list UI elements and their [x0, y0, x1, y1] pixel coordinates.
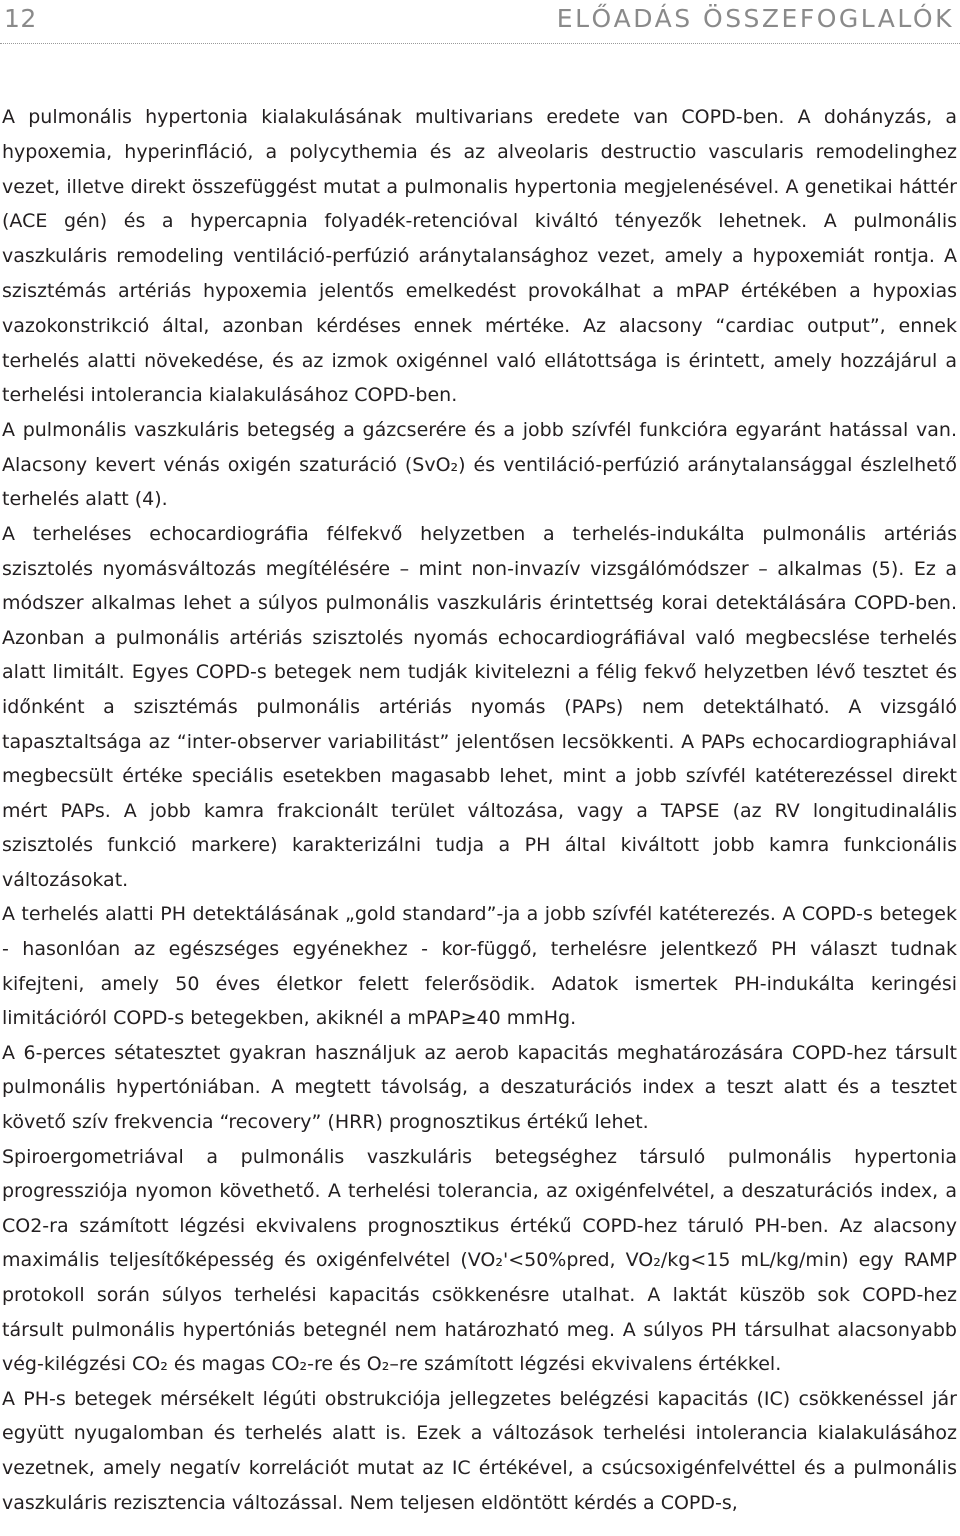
paragraph-catheterization: A terhelés alatti PH detektálásának „gold standard”-ja a jobb szívfél katéterezés. A COPD-s betegek - hasonlóan az egészséges egyénekhez - kor-függő, terhelésre jelentkező PH választ tudnak kifejteni, amely 50 éves életkor felett felerősödik. Adatok ismertek PH-indukálta keringési limitációról COPD-s betegekben, akiknél a mPAP≥40 mmHg.	[2, 903, 957, 1030]
paragraph-inspiratory-capacity: A PH-s betegek mérsékelt légúti obstrukciója jellegzetes belégzési kapacitás (IC) csökkenéssel jár együtt nyugalomban és terhelés alatt is. Ezek a változások terhelési intolerancia kialakulásához vezetnek, amely negatív korrelációt mutat az IC értékével, a csúcsoxigénfelvéttel és a pulmonális vaszkuláris rezisztencia változással. Nem teljesen eldöntött kérdés a COPD-s,	[2, 1387, 957, 1514]
paragraph-spiroergometry: Spiroergometriával a pulmonális vaszkuláris betegséghez társuló pulmonális hypertonia progressziója nyomon követhető. A terhelési tolerancia, az oxigénfelvétel, a deszaturációs index, a CO2-ra számított légzési ekvivalens prognosztikus értékű COPD-hez táruló PH-ben. Az alacsony maximális teljesítőképesség és oxigénfelvétel (VO₂'<50%pred, VO₂/kg<15 mL/kg/min) egy RAMP protokoll során súlyos terhelési kapacitás csökkenésre utalhat. A laktát küszöb sok COPD-hez társult pulmonális hypertóniás betegnél nem határozható meg. A súlyos PH társulhat alacsonyabb vég-kilégzési CO₂ és magas CO₂-re és O₂–re számított légzési ekvivalens értékkel.	[2, 1145, 957, 1376]
paragraph-echocardiography: A terheléses echocardiográfia félfekvő helyzetben a terhelés-indukálta pulmonális artériás szisztolés nyomásváltozás megítélésére – mint non-invazív vizsgálómódszer – alkalmas (5). Ez a módszer alkalmas lehet a súlyos pulmonális vaszkuláris érintettség korai detektálására COPD-ben. Azonban a pulmonális artériás szisztolés nyomás echocardiográfiával való megbecslése terhelés alatt limitált. Egyes COPD-s betegek nem tudják kivitelezni a félig fekvő helyzetben lévő tesztet és időnként a szisztémás pulmonális artériás nyomás (PAPs) nem detektálható. A vizsgáló tapasztaltsága az “inter-observer variabilitást” jelentősen lecsökkenti. A PAPs echocardiographiával megbecsült értéke speciális esetekben magasabb lehet, mint a jobb szívfél katéterezéssel direkt mért PAPs. A jobb kamra frakcionált terület változása, vagy a TAPSE (az RV longitudinalális szisztolés funkció markere) karakterizálni tudja a PH által kiváltott jobb kamra funkcionális változásokat.	[2, 522, 957, 891]
section-title: ELŐADÁS ÖSSZEFOGLALÓK	[556, 4, 954, 33]
paragraph-gas-exchange: A pulmonális vaszkuláris betegség a gázcserére és a jobb szívfél funkcióra egyaránt hatással van. Alacsony kevert vénás oxigén szaturáció (SvO₂) és ventiláció-perfúzió aránytalansággal észlelhető terhelés alatt (4).	[2, 419, 957, 511]
article-body	[2, 100, 957, 1520]
header-divider	[0, 43, 960, 44]
page-number: 12	[4, 4, 37, 33]
page-header	[0, 0, 960, 44]
paragraph-walk-test: A 6-perces sétatesztet gyakran használjuk az aerob kapacitás meghatározására COPD-hez társult pulmonális hypertóniában. A megtett távolság, a deszaturációs index a teszt alatt és a tesztet követő szív frekvencia “recovery” (HRR) prognosztikus értékű lehet.	[2, 1041, 957, 1134]
paragraph-pathogenesis: A pulmonális hypertonia kialakulásának multivarians eredete van COPD-ben. A dohányzás, a hypoxemia, hyperinfláció, a polycythemia és az alveolaris destructio vascularis remodelinghez vezet, illetve direkt összefüggést mutat a pulmonalis hypertonia megjelenésével. A genetikai háttér (ACE gén) és a hypercapnia folyadék-retencióval kiváltó tényezők lehetnek. A pulmonális vaszkuláris remodeling ventiláció-perfúzió aránytalansághoz vezet, amely a hypoxemiát rontja. A szisztémás artériás hypoxemia jelentős emelkedést provokálhat a mPAP értékében a hypoxias vazokonstrikció által, azonban kérdéses ennek mértéke. Az alacsony “cardiac output”, ennek terhelés alatti növekedése, és az izmok oxigénnel való ellátottsága is érintett, amely hozzájárul a terhelési intolerancia kialakulásához COPD-ben.	[2, 106, 957, 407]
